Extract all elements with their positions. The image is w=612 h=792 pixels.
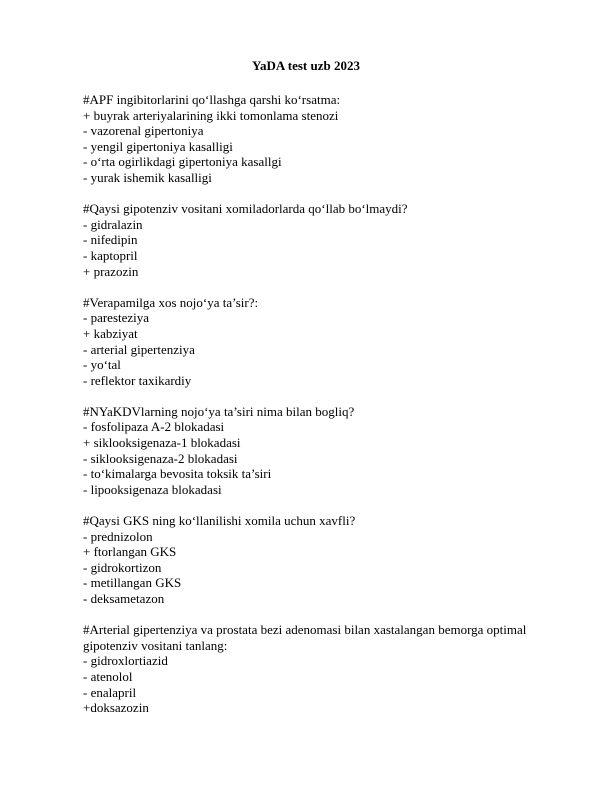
answer-option: - lipooksigenaza blokadasi bbox=[83, 481, 222, 497]
answer-option: - deksametazon bbox=[83, 591, 165, 606]
answer-option: - paresteziya bbox=[83, 310, 150, 326]
question-text: #APF ingibitorlarini qo‘llashga qarshi ko‘rsatma: bbox=[83, 92, 341, 107]
answer-option: - atenolol bbox=[83, 668, 133, 684]
answer-option: - prednizolon bbox=[83, 528, 153, 544]
answer-option: + kabziyat bbox=[83, 325, 138, 341]
document-title: YaDA test uzb 2023 bbox=[252, 58, 360, 73]
answer-option: - siklooksigenaza-2 blokadasi bbox=[83, 450, 238, 466]
question-5 bbox=[83, 513, 583, 607]
answer-option: - fosfolipaza A-2 blokadasi bbox=[83, 419, 225, 435]
answer-option: + buyrak arteriyalarining ikki tomonlama stenozi bbox=[83, 107, 339, 123]
question-3 bbox=[83, 295, 583, 389]
answer-option: + prazozin bbox=[83, 263, 139, 279]
question-list bbox=[83, 92, 583, 731]
answer-option: - gidrokortizon bbox=[83, 559, 162, 575]
answer-option: - arterial gipertenziya bbox=[83, 341, 195, 357]
answer-option: - yo‘tal bbox=[83, 357, 121, 373]
answer-option: +doksazozin bbox=[83, 700, 149, 716]
question-text: #Qaysi GKS ning ko‘llanilishi xomila uchun xavfli? bbox=[83, 513, 356, 529]
question-6 bbox=[83, 622, 583, 716]
answer-option: - gidralazin bbox=[83, 216, 143, 232]
question-4 bbox=[83, 404, 583, 498]
answer-option: - enalapril bbox=[83, 684, 137, 700]
question-text: #Arterial gipertenziya va prostata bezi adenomasi bilan xastalangan bemorga optimal gipotenziv vositani tanlang: bbox=[83, 622, 527, 653]
answer-option: + siklooksigenaza-1 blokadasi bbox=[83, 435, 241, 451]
answer-option: - gidroxlortiazid bbox=[83, 653, 168, 669]
question-text: #Verapamilga xos nojo‘ya ta’sir?: bbox=[83, 294, 259, 310]
answer-option: - reflektor taxikardiy bbox=[83, 372, 192, 388]
answer-option: + ftorlangan GKS bbox=[83, 544, 177, 560]
answer-option: - metillangan GKS bbox=[83, 575, 182, 591]
answer-option: - nifedipin bbox=[83, 232, 138, 248]
answer-option: - vazorenal gipertoniya bbox=[83, 123, 204, 139]
answer-option: - yurak ishemik kasalligi bbox=[83, 169, 212, 185]
question-1 bbox=[83, 92, 583, 186]
question-text: #NYaKDVlarning nojo‘ya ta’siri nima bilan bogliq? bbox=[83, 403, 355, 419]
answer-option: - to‘kimalarga bevosita toksik ta’siri bbox=[83, 466, 272, 482]
question-2 bbox=[83, 201, 583, 279]
answer-option: - yengil gipertoniya kasalligi bbox=[83, 138, 233, 154]
answer-option: - o‘rta ogirlikdagi gipertoniya kasallgi bbox=[83, 154, 282, 170]
question-text: #Qaysi gipotenziv vositani xomiladorlarda qo‘llab bo‘lmaydi? bbox=[83, 201, 408, 217]
answer-option: - kaptopril bbox=[83, 247, 138, 263]
